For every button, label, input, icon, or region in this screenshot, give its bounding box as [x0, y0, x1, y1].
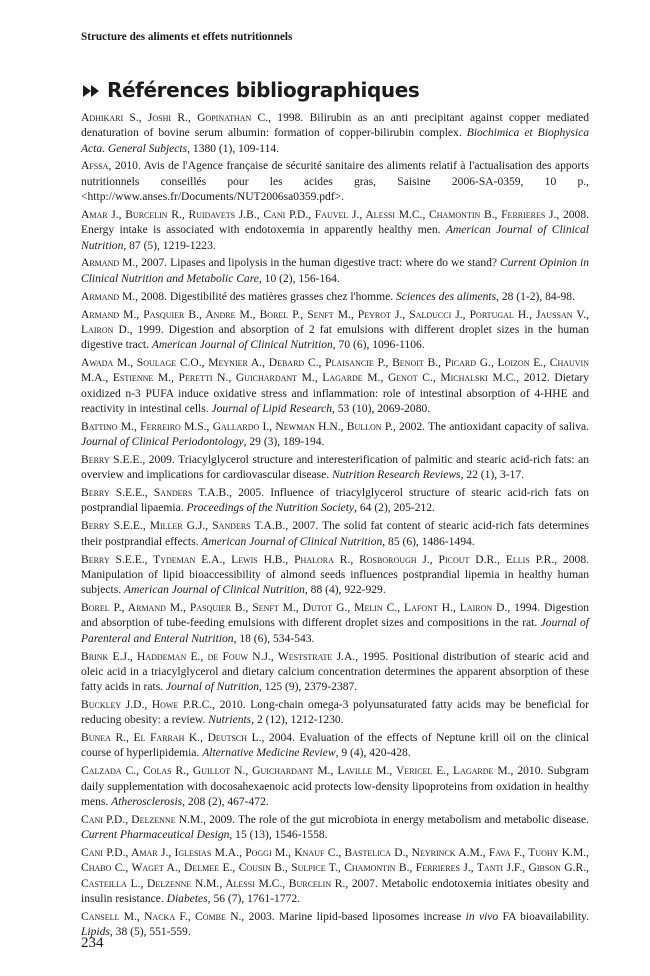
reference-authors: Berry S.E.E., Miller G.J., Sanders T.A.B. — [81, 520, 286, 533]
reference-authors: Berry S.E.E., Sanders T.A.B. — [81, 487, 230, 500]
reference-authors: Bunea R., El Farrah K., Deutsch L. — [81, 732, 262, 745]
reference-journal: Journal of Clinical Periodontology — [81, 436, 244, 449]
reference-list — [81, 111, 589, 943]
reference-citation: FA bioavailability. — [498, 910, 589, 923]
reference-citation: , 29 (3), 189-194. — [243, 436, 325, 449]
reference-journal: Journal of Nutrition — [165, 681, 260, 694]
reference-journal: Biochimica et Biophysica Acta. General Subjects — [81, 127, 589, 155]
reference-journal: American Journal of Clinical Nutrition — [81, 224, 589, 252]
reference-text: , 2010. Long-chain omega-3 polyunsaturated fatty acids may be beneficial for reducing obesity: a review. — [81, 699, 589, 727]
reference-journal: Alternative Medicine Review — [202, 747, 336, 760]
reference-citation: , 88 (4), 922-929. — [304, 584, 386, 597]
reference-authors: Calzada C., Colas R., Guillot N., Guichardant M., Laville M., Vericel E., Lagarde M. — [81, 765, 511, 778]
reference-text: , 2004. Evaluation of the effects of Neptune krill oil on the clinical course of hyperlipidemia. — [81, 732, 589, 760]
reference-text: , 2007. The solid fat content of stearic acid-rich fats determines their postprandial effects. — [81, 520, 589, 548]
reference-citation: , 28 (1-2), 84-98. — [496, 290, 575, 303]
reference-text: , 1994. Digestion and absorption of tube-feeding emulsions with different droplet sizes and compositions in the rat. — [81, 602, 589, 630]
reference-citation: , 87 (5), 1219-1223. — [123, 239, 216, 252]
reference-journal: Journal of Parenteral and Enteral Nutrition — [81, 617, 589, 645]
reference-authors: Armand M., Pasquier B., Andre M., Borel P., Senft M., Peyrot J., Salducci J., Portugal H., Jaussan V., Lairon D. — [81, 308, 589, 336]
reference-journal: American Journal of Clinical Nutrition — [123, 584, 305, 597]
reference-entry — [81, 159, 589, 205]
reference-entry — [81, 256, 589, 287]
reference-entry — [81, 356, 589, 417]
reference-citation: , 70 (6), 1096-1106. — [332, 339, 425, 352]
reference-journal: American Journal of Clinical Nutrition — [151, 339, 333, 352]
reference-citation: , 85 (6), 1486-1494. — [382, 535, 475, 548]
reference-entry — [81, 764, 589, 810]
reference-entry — [81, 813, 589, 844]
reference-journal: in vivo — [465, 910, 499, 923]
reference-citation: , 10 (2), 156-164. — [258, 272, 340, 285]
reference-authors: Buckley J.D., Howe P.R.C. — [81, 699, 213, 711]
reference-journal: Nutrients — [208, 714, 252, 727]
reference-text: , 2007. Lipases and lipolysis in the human digestive tract: where do we stand? — [135, 257, 501, 270]
reference-text: , 2009. Triacylglycerol structure and interesterification of palmitic and stearic acid-rich fats: an overview and implications for cardiovascular disease. — [81, 453, 589, 482]
reference-text: , 1995. Positional distribution of stearic acid and oleic acid in a triacylglycerol and dietary calcium concentration determines the apparent absorption of these fatty acids in rats. — [81, 650, 590, 694]
reference-entry — [81, 601, 589, 647]
reference-entry — [81, 420, 589, 451]
reference-text: , 1999. Digestion and absorption of 2 fat emulsions with different droplet sizes in the human digestive tract. — [81, 323, 589, 352]
reference-journal: Lipids — [81, 926, 110, 939]
reference-journal: Nutrition Research Reviews — [332, 469, 461, 482]
reference-text: , 1998. Bilirubin as an anti precipitant against copper mediated denaturation of bovine serum albumin: formation of copper-bilirubin complex. — [81, 112, 589, 140]
reference-citation: , 9 (4), 420-428. — [335, 747, 411, 760]
reference-citation: , 18 (6), 534-543. — [233, 632, 315, 645]
reference-citation: , 64 (2), 205-212. — [354, 502, 435, 515]
reference-entry — [81, 453, 589, 484]
reference-authors: Brink E.J., Haddeman E., de Fouw N.J., Weststrate J.A. — [81, 650, 356, 663]
reference-journal: Diabetes — [166, 892, 208, 905]
reference-entry — [81, 846, 589, 907]
reference-entry — [81, 111, 589, 157]
reference-entry — [81, 486, 589, 517]
reference-entry — [81, 650, 589, 696]
reference-text: , 2005. Influence of triacylglycerol structure of stearic acid-rich fats on postprandial lipaemia. — [81, 487, 589, 515]
reference-entry — [81, 308, 589, 354]
reference-entry — [81, 290, 589, 305]
reference-entry — [81, 910, 589, 941]
reference-text: , 2012. Dietary oxidized n-3 PUFA induce oxidative stress and inflammation: role of intestinal absorption of 4-HHE and reactivity in intestinal cells. — [81, 372, 589, 415]
reference-journal: Sciences des aliments — [396, 290, 497, 303]
running-header: Structure des aliments et effets nutritionnels — [81, 31, 293, 43]
reference-text: , 2008. Energy intake is associated with endotoxemia in apparently healthy men. — [81, 208, 589, 237]
reference-authors: Cani P.D., Amar J., Iglesias M.A., Poggi M., Knauf C., Bastelica D., Neyrinck A.M., Fava F., Tuohy K.M., Chabo C., Waget A., Delmee E., Cousin B., Sulpice T., Chamontin B., Ferrieres J., Tanti J.F., Gibson G.R., Casteilla L., Delzenne N.M., Alessi M.C., Burcelin R. — [81, 847, 589, 890]
double-right-triangle-icon — [83, 85, 99, 97]
reference-entry — [81, 519, 589, 550]
reference-text: , 2010. Subgram daily supplementation with docosahexaenoic acid protects low-density lipoproteins from oxidation in healthy mens. — [81, 765, 589, 808]
reference-entry — [81, 731, 589, 762]
reference-authors: Borel P., Armand M., Pasquier B., Senft M., Dutot G., Melin C., Lafont H., Lairon D. — [81, 602, 508, 615]
reference-journal: Current Pharmaceutical Design — [81, 829, 230, 842]
reference-authors: Amar J., Burcelin R., Ruidavets J.B., Cani P.D., Fauvel J., Alessi M.C., Chamontin B., Ferrieres J. — [81, 208, 557, 221]
reference-journal: American Journal of Clinical Nutrition — [201, 535, 383, 548]
reference-entry — [81, 553, 589, 599]
reference-text: , 2003. Marine lipid-based liposomes increase — [241, 910, 466, 923]
reference-text: , 2007. Metabolic endotoxemia initiates obesity and insulin resistance. — [81, 877, 589, 905]
reference-authors: Afssa — [81, 160, 109, 173]
reference-authors: Cani P.D., Delzenne N.M. — [81, 813, 204, 826]
reference-citation: , 125 (9), 2379-2387. — [259, 681, 358, 694]
reference-text: , 2008. Manipulation of lipid bioaccessibility of almond seeds influences postprandial lipemia in healthy human subjects. — [81, 553, 589, 597]
reference-authors: Berry S.E.E., Tydeman E.A., Lewis H.B., Phalora R., Rosborough J., Picout D.R., Ellis P.R. — [81, 553, 555, 566]
reference-journal: Current Opinion in Clinical Nutrition and Metabolic Care — [81, 257, 590, 285]
reference-citation: , 208 (2), 467-472. — [182, 795, 269, 808]
reference-citation: , 53 (10), 2069-2080. — [332, 402, 431, 415]
reference-entry — [81, 698, 589, 729]
page-number: 234 — [81, 935, 104, 951]
reference-citation: , 15 (13), 1546-1558. — [229, 829, 328, 842]
reference-authors: Awada M., Soulage C.O., Meynier A., Debard C., Plaisancie P., Benoit B., Picard G., Loizon E., Chauvin M.A., Estienne M., Peretti N., Guichardant M., Lagarde M., Genot C., Michalski M.C. — [81, 357, 589, 385]
reference-journal: Proceedings of the Nutrition Society — [186, 502, 355, 515]
reference-citation: , 56 (7), 1761-1772. — [207, 892, 301, 905]
reference-journal: Journal of Lipid Research — [211, 402, 332, 415]
reference-citation: , 2 (12), 1212-1230. — [251, 714, 344, 727]
reference-authors: Armand M. — [81, 257, 136, 270]
reference-authors: Battino M., Ferreiro M.S., Gallardo I., Newman H.N., Bullon P. — [81, 420, 393, 433]
reference-text: , 2009. The role of the gut microbiota in energy metabolism and metabolic disease. — [203, 813, 589, 826]
reference-citation: , 22 (1), 3-17. — [460, 469, 525, 482]
reference-citation: , 1380 (1), 109-114. — [187, 142, 280, 155]
reference-text: , 2010. Avis de l'Agence française de sécurité sanitaire des aliments relatif à l'actualisation des apports nutritionnels conseillés pour les acides gras, Saisine 2006-SA-0359, 10 p., <http://www.anses.fr/Documents/NUT2006sa0359.pdf>. — [81, 160, 589, 204]
reference-text: , 2008. Digestibilité des matières grasses chez l'homme. — [135, 290, 397, 303]
reference-text: , 2002. The antioxidant capacity of saliva. — [392, 420, 589, 433]
reference-authors: Berry S.E.E. — [81, 453, 143, 466]
section-heading — [83, 78, 419, 102]
reference-entry — [81, 208, 589, 254]
reference-journal: Atherosclerosis — [111, 795, 183, 808]
reference-authors: Adhikari S., Joshi R., Gopinathan C. — [81, 112, 269, 124]
reference-authors: Cansell M., Nacka F., Combe N. — [81, 910, 242, 923]
section-title: Références bibliographiques — [107, 78, 420, 102]
reference-citation: , 38 (5), 551-559. — [109, 926, 191, 939]
reference-authors: Armand M. — [81, 290, 136, 303]
